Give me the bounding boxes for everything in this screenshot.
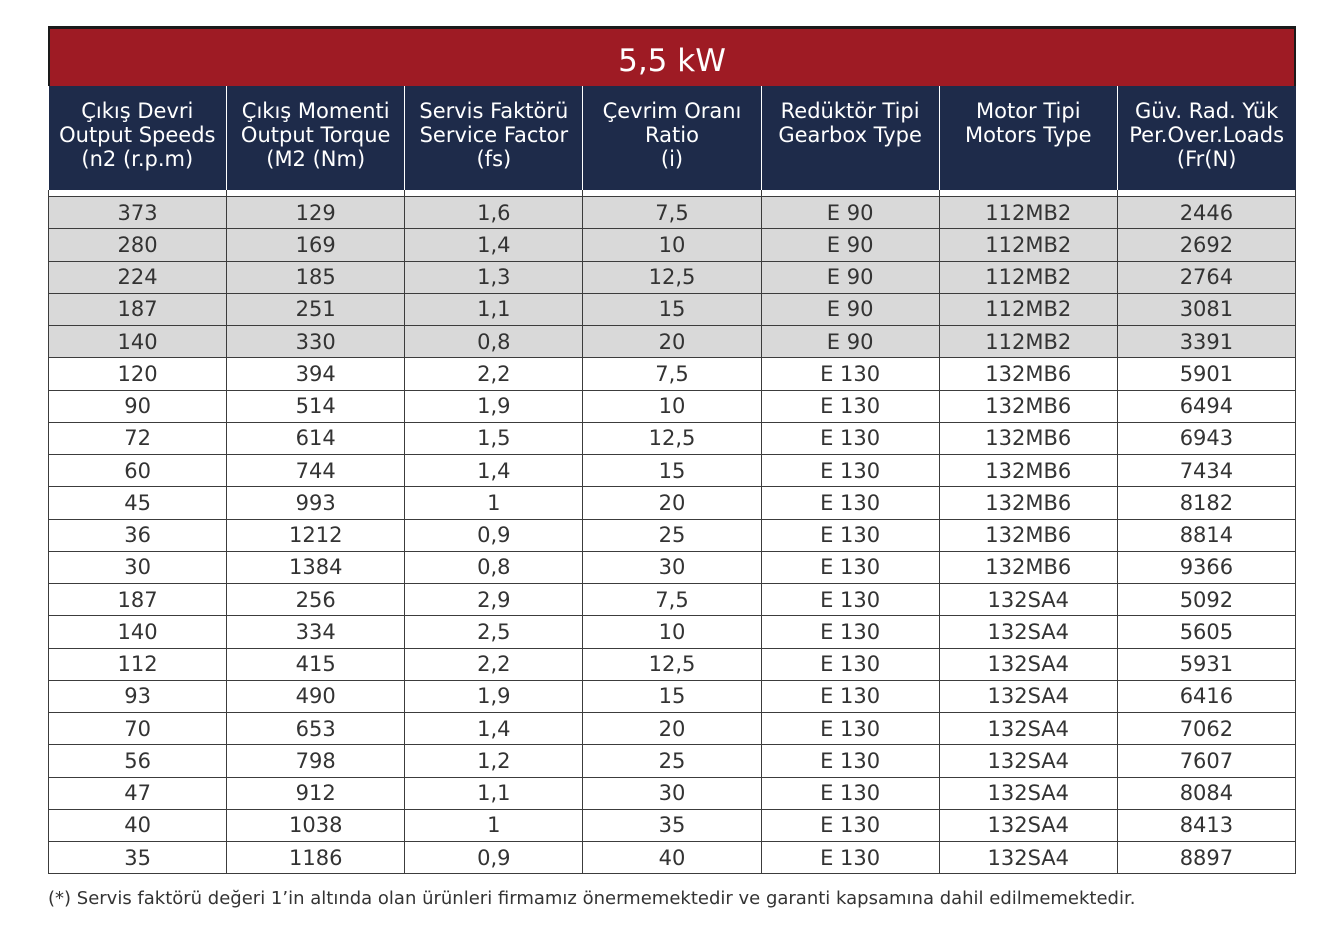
table-cell: 5605 [1117, 616, 1295, 648]
table-cell: 60 [49, 455, 227, 487]
table-cell: E 90 [761, 293, 939, 325]
table-cell: 132SA4 [939, 680, 1117, 712]
table-cell: 30 [49, 551, 227, 583]
table-cell: 12,5 [583, 648, 761, 680]
table-body [49, 190, 1296, 874]
table-cell: 394 [227, 358, 405, 390]
table-cell: 1,3 [405, 261, 583, 293]
table-cell: 132MB6 [939, 551, 1117, 583]
table-cell: 1,4 [405, 713, 583, 745]
table-cell: 93 [49, 680, 227, 712]
table-row [49, 648, 1296, 680]
table-cell: 132SA4 [939, 584, 1117, 616]
table-cell: 132SA4 [939, 777, 1117, 809]
table-cell: 6943 [1117, 422, 1295, 454]
table-cell: 140 [49, 326, 227, 358]
table-cell: 90 [49, 390, 227, 422]
table-cell: 2764 [1117, 261, 1295, 293]
table-cell: 3391 [1117, 326, 1295, 358]
column-header [761, 86, 939, 190]
table-cell: 256 [227, 584, 405, 616]
table-cell: 1186 [227, 842, 405, 874]
table-cell: 5931 [1117, 648, 1295, 680]
table-row [49, 616, 1296, 648]
table-cell: E 130 [761, 390, 939, 422]
table-cell: 614 [227, 422, 405, 454]
table-cell: E 130 [761, 809, 939, 841]
table-row [49, 422, 1296, 454]
table-cell: E 130 [761, 455, 939, 487]
table-cell: 20 [583, 713, 761, 745]
table-cell: 35 [583, 809, 761, 841]
table-cell: 132SA4 [939, 745, 1117, 777]
table-cell: 993 [227, 487, 405, 519]
table-row [49, 519, 1296, 551]
table-cell: 330 [227, 326, 405, 358]
table-cell: 744 [227, 455, 405, 487]
table-cell: 9366 [1117, 551, 1295, 583]
table-cell: 112MB2 [939, 326, 1117, 358]
table-cell: 912 [227, 777, 405, 809]
column-header-turkish: Çıkış Devri [81, 99, 194, 123]
table-cell: 112MB2 [939, 293, 1117, 325]
column-header-turkish: Çıkış Momenti [241, 99, 390, 123]
table-cell: E 130 [761, 616, 939, 648]
table-cell: 2446 [1117, 197, 1295, 229]
table-cell: 490 [227, 680, 405, 712]
column-header-english: Per.Over.Loads [1129, 123, 1285, 147]
table-cell: 8897 [1117, 842, 1295, 874]
table-row [49, 390, 1296, 422]
table-cell: 373 [49, 197, 227, 229]
column-header-english: Motors Type [965, 123, 1092, 147]
table-cell: 5901 [1117, 358, 1295, 390]
column-header-english: Service Factor [419, 123, 569, 147]
table-cell: 1 [405, 809, 583, 841]
table-cell: 25 [583, 745, 761, 777]
table-cell: 8413 [1117, 809, 1295, 841]
table-cell: 132MB6 [939, 390, 1117, 422]
table-cell: 2,5 [405, 616, 583, 648]
table-cell: E 90 [761, 261, 939, 293]
table-cell: 12,5 [583, 422, 761, 454]
table-row [49, 745, 1296, 777]
column-header [49, 86, 227, 190]
table-cell: 12,5 [583, 261, 761, 293]
table-cell: 1,4 [405, 455, 583, 487]
table-cell: 8084 [1117, 777, 1295, 809]
column-header-unit: (M2 (Nm) [266, 147, 366, 171]
table-cell: 129 [227, 197, 405, 229]
table-cell: E 130 [761, 842, 939, 874]
table-cell: 132MB6 [939, 358, 1117, 390]
table-cell: 7,5 [583, 584, 761, 616]
table-cell: 7,5 [583, 358, 761, 390]
column-header [405, 86, 583, 190]
table-row [49, 551, 1296, 583]
table-cell: 5092 [1117, 584, 1295, 616]
table-cell: E 130 [761, 777, 939, 809]
table-cell: 25 [583, 519, 761, 551]
table-cell: 1,2 [405, 745, 583, 777]
table-cell: E 130 [761, 745, 939, 777]
table-cell: 20 [583, 487, 761, 519]
table-cell: 1,1 [405, 777, 583, 809]
column-header-unit: (Fr(N) [1176, 147, 1237, 171]
table-cell: 7434 [1117, 455, 1295, 487]
column-header-english: Ratio [645, 123, 699, 147]
table-cell: 6416 [1117, 680, 1295, 712]
table-row [49, 229, 1296, 261]
spec-sheet [48, 26, 1296, 874]
table-cell: 56 [49, 745, 227, 777]
table-cell: 10 [583, 390, 761, 422]
table-cell: 30 [583, 551, 761, 583]
table-cell: 40 [583, 842, 761, 874]
table-cell: E 130 [761, 519, 939, 551]
table-cell: 132SA4 [939, 616, 1117, 648]
table-cell: 36 [49, 519, 227, 551]
table-cell: 140 [49, 616, 227, 648]
table-row [49, 293, 1296, 325]
table-cell: 1,1 [405, 293, 583, 325]
table-cell: 7607 [1117, 745, 1295, 777]
table-row [49, 680, 1296, 712]
table-cell: 20 [583, 326, 761, 358]
table-cell: 334 [227, 616, 405, 648]
column-header-unit: (n2 (r.p.m) [81, 147, 194, 171]
table-cell: 169 [227, 229, 405, 261]
table-cell: 112MB2 [939, 197, 1117, 229]
table-cell: 15 [583, 293, 761, 325]
table-row [49, 261, 1296, 293]
table-cell: E 130 [761, 422, 939, 454]
table-cell: 2,2 [405, 648, 583, 680]
table-cell: 35 [49, 842, 227, 874]
footnote: (*) Servis faktörü değeri 1’in altında olan ürünleri firmamız önermemektedir ve garanti kapsamına dahil edilmemektedir. [48, 888, 1136, 909]
table-cell: 514 [227, 390, 405, 422]
table-cell: 187 [49, 584, 227, 616]
table-row [49, 584, 1296, 616]
table-row [49, 809, 1296, 841]
table-cell: 70 [49, 713, 227, 745]
table-cell: 132SA4 [939, 842, 1117, 874]
table-cell: 15 [583, 680, 761, 712]
table-cell: 132MB6 [939, 487, 1117, 519]
table-row [49, 358, 1296, 390]
table-cell: 187 [49, 293, 227, 325]
table-row [49, 842, 1296, 874]
table-cell: 1038 [227, 809, 405, 841]
table-cell: 1384 [227, 551, 405, 583]
column-header-unit: (fs) [476, 147, 512, 171]
column-header-english: Gearbox Type [778, 123, 922, 147]
table-cell: 0,9 [405, 519, 583, 551]
column-header-turkish: Redüktör Tipi [780, 99, 920, 123]
table-cell: 3081 [1117, 293, 1295, 325]
table-cell: 112MB2 [939, 229, 1117, 261]
column-header [939, 86, 1117, 190]
table-row [49, 777, 1296, 809]
table-cell: 1 [405, 487, 583, 519]
table-cell: 132SA4 [939, 713, 1117, 745]
table-row [49, 197, 1296, 229]
table-cell: 7,5 [583, 197, 761, 229]
table-cell: E 130 [761, 648, 939, 680]
column-header-turkish: Servis Faktörü [419, 99, 569, 123]
table-cell: 6494 [1117, 390, 1295, 422]
table-cell: 798 [227, 745, 405, 777]
table-cell: 415 [227, 648, 405, 680]
table-cell: 47 [49, 777, 227, 809]
table-cell: 112 [49, 648, 227, 680]
table-cell: 224 [49, 261, 227, 293]
table-cell: 2,9 [405, 584, 583, 616]
power-title: 5,5 kW [48, 26, 1296, 86]
table-cell: 1,9 [405, 680, 583, 712]
table-cell: 8814 [1117, 519, 1295, 551]
table-cell: 1,6 [405, 197, 583, 229]
table-cell: E 90 [761, 229, 939, 261]
table-cell: 120 [49, 358, 227, 390]
table-cell: 0,8 [405, 551, 583, 583]
column-header-turkish: Çevrim Oranı [602, 99, 742, 123]
column-header-english: Output Torque [240, 123, 391, 147]
column-header-turkish: Güv. Rad. Yük [1135, 99, 1279, 123]
table-row [49, 455, 1296, 487]
table-cell: 132MB6 [939, 455, 1117, 487]
table-cell: 112MB2 [939, 261, 1117, 293]
table-cell: 280 [49, 229, 227, 261]
table-cell: E 130 [761, 680, 939, 712]
table-cell: 7062 [1117, 713, 1295, 745]
column-header-english: Output Speeds [59, 123, 216, 147]
table-row [49, 487, 1296, 519]
table-cell: 10 [583, 616, 761, 648]
table-cell: E 130 [761, 358, 939, 390]
table-cell: 132MB6 [939, 422, 1117, 454]
table-cell: E 130 [761, 551, 939, 583]
table-row [49, 713, 1296, 745]
table-cell: 1,9 [405, 390, 583, 422]
table-cell: 132SA4 [939, 809, 1117, 841]
table-cell: E 130 [761, 584, 939, 616]
table-cell: 1,4 [405, 229, 583, 261]
table-cell: E 90 [761, 197, 939, 229]
table-cell: 40 [49, 809, 227, 841]
column-header-turkish: Motor Tipi [976, 99, 1081, 123]
table-cell: 1212 [227, 519, 405, 551]
table-cell: 1,5 [405, 422, 583, 454]
column-header [227, 86, 405, 190]
column-header [583, 86, 761, 190]
table-cell: 45 [49, 487, 227, 519]
header-row [49, 86, 1296, 190]
table-cell: 0,9 [405, 842, 583, 874]
table-cell: E 90 [761, 326, 939, 358]
table-cell: 10 [583, 229, 761, 261]
table-cell: 15 [583, 455, 761, 487]
table-cell: 0,8 [405, 326, 583, 358]
table-cell: 30 [583, 777, 761, 809]
table-row [49, 326, 1296, 358]
table-cell: 2,2 [405, 358, 583, 390]
column-header-unit: (i) [660, 147, 684, 171]
table-cell: E 130 [761, 713, 939, 745]
gearbox-spec-table [48, 86, 1296, 874]
table-cell: E 130 [761, 487, 939, 519]
table-cell: 653 [227, 713, 405, 745]
table-header [49, 86, 1296, 190]
table-cell: 251 [227, 293, 405, 325]
table-cell: 2692 [1117, 229, 1295, 261]
table-cell: 132SA4 [939, 648, 1117, 680]
table-cell: 8182 [1117, 487, 1295, 519]
table-cell: 185 [227, 261, 405, 293]
column-header [1117, 86, 1295, 190]
table-cell: 72 [49, 422, 227, 454]
table-cell: 132MB6 [939, 519, 1117, 551]
